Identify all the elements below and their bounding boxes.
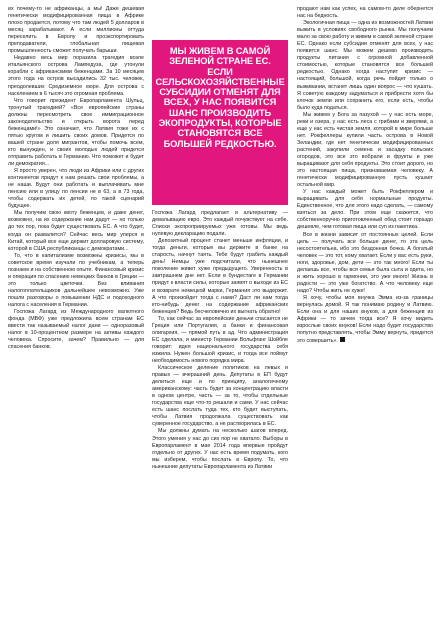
pull-quote-text: МЫ ЖИВЕМ В САМОЙ ЗЕЛЕНОЙ СТРАНЕ ЕС. ЕСЛИ СЕЛЬСКОХОЗЯЙСТВЕННЫЕ СУБСИДИИ ОТМЕНЯТ ДЛЯ ВСЕХ, У НАС ПОЯВИТСЯ ШАНС ПРОИЗВОДИТЬ ЭКОПРОДУКТЫ, КОТОРЫЕ СТАНОВЯТСЯ ВСЕ БОЛЬШЕЙ РЕДКОСТЬЮ. [155, 46, 285, 149]
article-paragraph: Я хочу, чтобы моя внучка Эмма из-за границы вернулась домой. Я так понимаю родину и Латвию. Если она и для наших внуков, а для беженцев из Африки — то зачем тогда все? Я хочу видеть взрослые своих внуков! Если надо будет государство попутно представлять, чтобы Эмму вернуть, придется это совершить». [297, 294, 433, 345]
article-paragraph: Все в жизни зависит от постоянных целей. Если цель — получать все больше денег, то эта цель несостоятельна, ибо это бездонная бочка. А богатый человек — это тот, кому хватает. Если у вас есть руки, ноги, здоровье, дом, дети — это так много! Если ты делаешь все, чтобы вся семья была сыта и одета, но и жить хорошо в гармонии, это уже много! Жизнь в радости — это уже богатство. А что человеку еще надо? Чтобы жить не хуже! [297, 231, 433, 294]
article-paragraph: их почему-то не африканцы, а мы! Даже дешевая генетически модифицированная пища в Африке плохо продается, потому что там людей 5 долларов в месяц зарабатывают. А если миллионы оттуда переселить в Европу и проэкспортировать преподаватели, глобальная пищевая промышленность сможет получать барыши. [8, 6, 144, 55]
article-paragraph: Мы живем у Бога за пазухой — у нас есть море, реки и озера, у нас есть леса с грибами и зверями, а еще у нас есть чистая земля, которой в мире больше нет. Рокфеллеры купили часть острова в Новой Зеландии, где нет генетически модифицированных растений, закупили семена и засадку польских огородов, это все это вобрали и фрукты и уже выращивают для себя продукты. Это стоит дорого, но это настоящая пища, признаваемая человеку. А генетически модифицированную пусть кушает остальной мир. [297, 111, 433, 189]
article-column-3 [297, 6, 433, 345]
article-paragraph: Мы должны думать на несколько шагов вперед. Этого умения у нас до сих пор не хватало. Выборы в Европарламент в мае 2014 года впервые пройдут отдельно от других. У нас есть время подумать, кого мы изберем, чтобы послать в Европу. То, что нынешние депутаты Европарламента из Латвии [152, 428, 288, 470]
pull-quote-box [152, 40, 288, 205]
article-end-mark [340, 337, 345, 342]
article-paragraph: Я просто уверен, что люди из Африки или с других континентов придут к нам решать свои проблемы, а не наши. Будут они работать и выплачивать мне пенсию или в улицу по пенсии не в 63, а в 73 года, чтобы содержать их детей, по такой сценарий будущее. [8, 168, 144, 210]
article-column-2 [152, 210, 288, 471]
article-column-1 [8, 6, 144, 351]
article-paragraph: Госпожа Лагард из Международного валютного фонда (МВФ) уже предложила всем странам ЕС ввести так называемый налог дани — одноразовый налог в 10-процентном размере на активы каждого человека. Спросите, зачем? Правильно — для спасения банков. [8, 309, 144, 351]
article-paragraph: Депозитный процент станет меньше инфляции, и тогда деньги, которые вы держите в банке на старость, начнут таять. Тебе будут грабить каждый день! Немцы уже подсчитали, что нынешнее поколение живет хуже предыдущего. Уверенность в завтрашнем дне нет. Если в бундестаге в Германии придут к власти силы, которые заявят о выходе из ЕС и возврате немецкой марки, Германия это выдержит. А что произойдет тогда с нами? Даст ли нам тогда кто-нибудь денег на содержание африканских беженцев? Ведь бесчеловечно их выгнать обратно! [152, 238, 288, 315]
article-paragraph: Классическое деление политиков на левых и правых — вчерашний день. Депутаты в ЕП будут делиться еще и по принципу, аналогичному американскому: часть будет за концентрацию власти в одном центре, часть — за то, чтобы отдельные государства еще что-то решали и сами. У нас сейчас есть шанс послать туда тех, кто будет выступать, чтобы Латвия продолжала существовать как суверенное государство, а не растворилась в ЕС. [152, 365, 288, 428]
article-paragraph: То, что в капитализме возможны кризисы, мы в советское время изучали по учебникам, а теперь познаем и на собственном опыте. Финансовый кризис и операция по спасению немецких банков в Греции — это только цветочки. Без вливания налогоплательщиков дальнейшее невозможно. Уже пошли разговоры о повышении НДС и подоходного налога с населения в Германии. [8, 252, 144, 308]
article-paragraph: Что говорит президент Европарламента Шульц, тронутый трагедией? «Все европейские страны должны пересмотреть свое иммиграционное законодательство и открыть ворота перед беженцами!» Это означает, что Латвия тоже их с пятью кругом и лишить своих домов. Придется по вашей стране доля мигрантов, чтобы помочь всем, кто вынужден, и своих молодых людей придется отправить работать в Германию. Что поможет и будет ли демократия... [8, 97, 144, 168]
article-paragraph: То, как сейчас за европейские деньчи спасается не Греция или Португалия, а банки и финансовая олигархия, — прямой путь в ад. Что администрация ЕС сделала, и министр Германии Вольфганг Шойбле говорит: идея национального государства себя изжила. Нужен большой кризис, и тогда все поймут необходимость нового порядка мира. [152, 315, 288, 364]
article-paragraph: Мы получим свою квоту беженцев, и даже денег, возможно, на их содержание нам дадут — но только до тех пор, пока будет существовать ЕС. А что будет, когда он развалится? Сейчас весь мир уперся в Китай, который все еще держит долларовую систему, которой в США республиканцы с демократами... [8, 210, 144, 252]
article-paragraph: Экологичная пища — одна из возможностей Латвии выжить в условиях свободного рынка. Мы получаем мало за свою работу и живем в самой зеленой стране ЕС. Однако если субсидии отменят для всех, у нас появится шанс. Мы можем дешево производить продукты питания с огромной добавленной стоимостью, которые становятся все большей редкостью. Однако когда наступит кризис — настоящий, большой, когда речь пойдет только о выживании, встанет лишь один вопрос — что кушать. Я советую каждому задуматься и прибрести хотя бы клочок земли или сохранить его, если есть, чтобы было куда податься. [297, 20, 433, 111]
article-paragraph: У нас каждый может быть Рокфеллером и выращивать для себя нормальные продукты. Единственное, что для этого надо сделать, — самому взяться за дело. При этом еще скажется, что собственноручно приготовленный обед стоит гораздо дешевле, чем готовая пища или суп из пакетика. [297, 189, 433, 231]
article-paragraph: Недавно весь мир поразила трагедия возле итальянского острова Лампедуза, где утонули корабли с африканскими беженцами. За 10 месяцев этого года на остров высадились 32 тыс. человек, преодолевших Средиземное море. Для острова с населением в 6 тысяч это огромная проблема. [8, 55, 144, 97]
article-paragraph: продают нам как успех, на самом-то деле обернется нас на бедность. [297, 6, 433, 20]
article-paragraph: Госпожа Лагард предлагает и альтернативу — девальвацию евро. Это каждый почувствует на себе. Списки экспроприируемых уже готовы. Мы ведь нулевую декларацию подали. [152, 210, 288, 238]
